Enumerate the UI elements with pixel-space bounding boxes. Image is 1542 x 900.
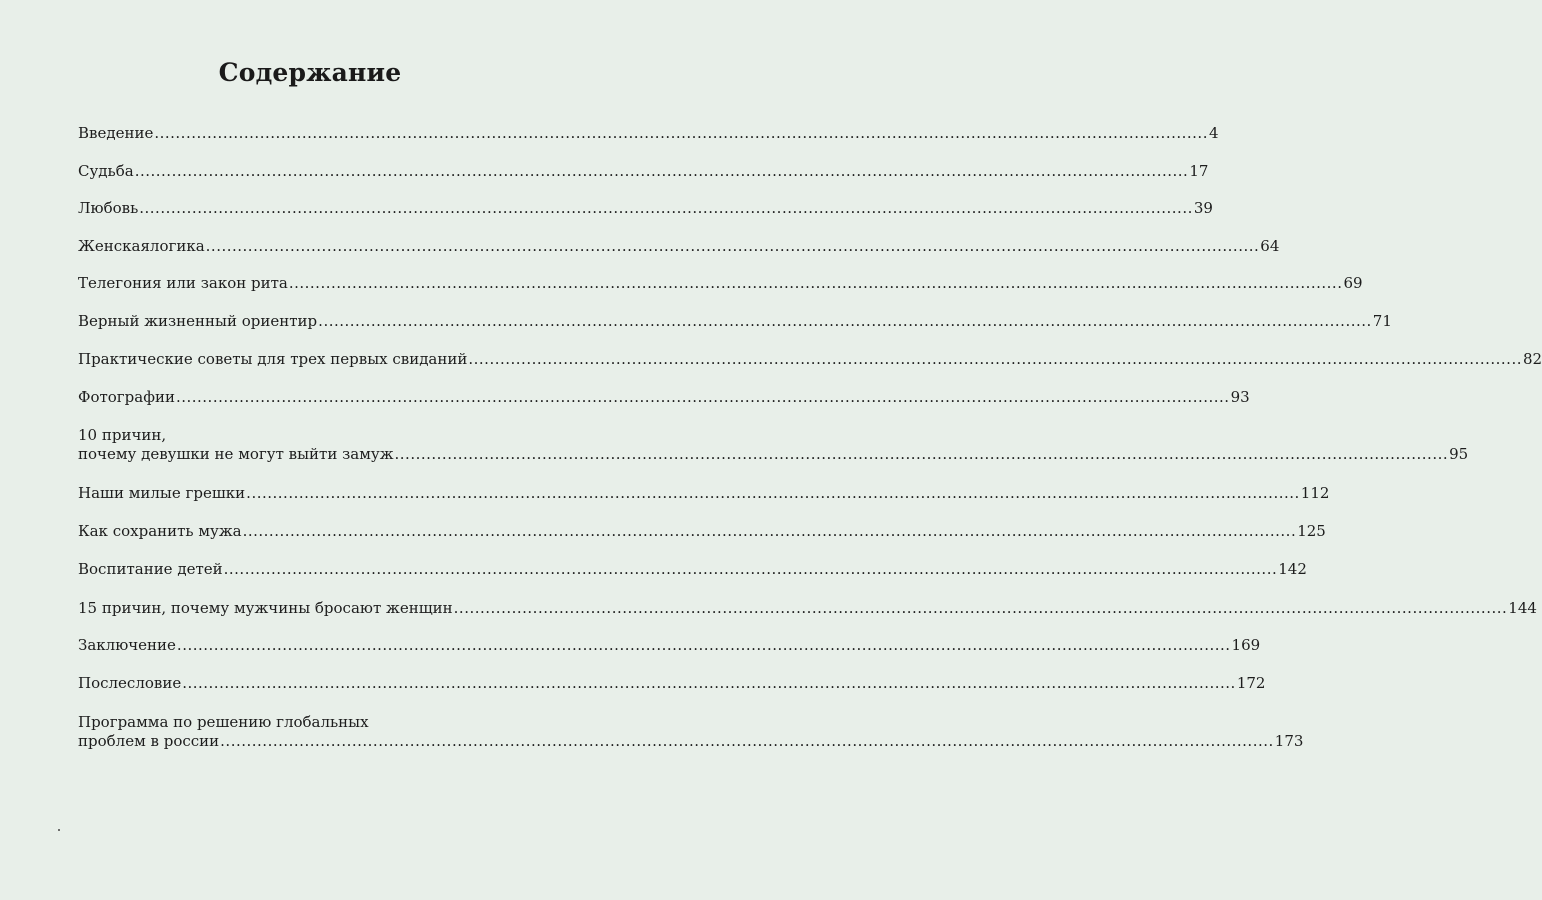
page-title: Содержание bbox=[218, 58, 402, 87]
dot-leader: ........................................................................................................................................................................................................ bbox=[394, 445, 1449, 463]
toc-entry-page-number: 69 bbox=[1343, 274, 1363, 292]
toc-entry[interactable] bbox=[78, 312, 1392, 331]
toc-entry-page-number: 93 bbox=[1230, 388, 1250, 406]
toc-entry-line bbox=[78, 599, 1537, 618]
toc-entry-line bbox=[78, 522, 1326, 541]
dot-leader: ........................................................................................................................................................................................................ bbox=[134, 162, 1189, 180]
toc-entry-line bbox=[78, 274, 1363, 293]
toc-entry-title: Наши милые грешки bbox=[78, 484, 246, 502]
toc-entry-page-number: 112 bbox=[1300, 484, 1330, 502]
toc-entry[interactable] bbox=[78, 484, 1330, 503]
dot-leader: ........................................................................................................................................................................................................ bbox=[139, 199, 1193, 217]
toc-entry-line bbox=[78, 636, 1261, 655]
toc-entry-line bbox=[78, 124, 1219, 143]
toc-entry[interactable] bbox=[78, 713, 1304, 751]
toc-entry[interactable] bbox=[78, 599, 1537, 618]
toc-entry[interactable] bbox=[78, 199, 1213, 218]
toc-entry[interactable] bbox=[78, 522, 1326, 541]
toc-entry[interactable] bbox=[78, 674, 1266, 693]
toc-entry-line bbox=[78, 560, 1307, 579]
toc-entry-title: 15 причин, почему мужчины бросают женщин bbox=[78, 599, 453, 617]
toc-entry-page-number: 39 bbox=[1193, 199, 1213, 217]
toc-entry-title-line: Программа по решению глобальных bbox=[78, 713, 369, 731]
toc-entry-title: Верный жизненный ориентир bbox=[78, 312, 318, 330]
toc-entry[interactable] bbox=[78, 237, 1280, 256]
toc-entry-title: Как сохранить мужа bbox=[78, 522, 242, 540]
toc-entry-line bbox=[78, 350, 1542, 369]
dot-leader: ........................................................................................................................................................................................................ bbox=[182, 674, 1236, 692]
toc-entry[interactable] bbox=[78, 350, 1542, 369]
toc-entry-line bbox=[78, 237, 1280, 256]
dot-leader: ........................................................................................................................................................................................................ bbox=[468, 350, 1522, 368]
toc-entry-line bbox=[78, 162, 1209, 181]
toc-entry-page-number: 64 bbox=[1260, 237, 1280, 255]
dot-leader: ........................................................................................................................................................................................................ bbox=[205, 237, 1260, 255]
dot-leader: ........................................................................................................................................................................................................ bbox=[220, 732, 1274, 750]
toc-entry-line bbox=[78, 388, 1250, 407]
toc-entry-page-number: 144 bbox=[1508, 599, 1537, 617]
toc-entry-title: Фотографии bbox=[78, 388, 175, 406]
page-speck bbox=[58, 829, 60, 831]
toc-entry-page-number: 4 bbox=[1208, 124, 1219, 142]
dot-leader: ........................................................................................................................................................................................................ bbox=[453, 599, 1508, 617]
toc-entry[interactable] bbox=[78, 162, 1209, 181]
toc-entry-page-number: 17 bbox=[1189, 162, 1209, 180]
toc-entry-page-number: 71 bbox=[1372, 312, 1392, 330]
dot-leader: ........................................................................................................................................................................................................ bbox=[154, 124, 1208, 142]
toc-entry[interactable] bbox=[78, 426, 1469, 464]
toc-entry-line bbox=[78, 732, 1304, 751]
toc-entry-title: Введение bbox=[78, 124, 154, 142]
toc-entry-title-line: 10 причин, bbox=[78, 426, 167, 444]
table-of-contents bbox=[78, 124, 1542, 751]
toc-entry-title: Судьба bbox=[78, 162, 134, 180]
toc-entry-page-number: 172 bbox=[1236, 674, 1266, 692]
toc-entry-line bbox=[78, 199, 1213, 218]
dot-leader: ........................................................................................................................................................................................................ bbox=[176, 636, 1231, 654]
toc-entry-title: Воспитание детей bbox=[78, 560, 223, 578]
dot-leader: ........................................................................................................................................................................................................ bbox=[175, 388, 1230, 406]
toc-entry-title: проблем в россии bbox=[78, 732, 220, 750]
toc-entry-title: Заключение bbox=[78, 636, 176, 654]
toc-entry-line bbox=[78, 312, 1392, 331]
toc-entry[interactable] bbox=[78, 636, 1261, 655]
toc-entry-page-number: 82 bbox=[1523, 350, 1542, 368]
toc-entry-page-number: 125 bbox=[1297, 522, 1326, 540]
dot-leader: ........................................................................................................................................................................................................ bbox=[242, 522, 1297, 540]
toc-entry-title: Любовь bbox=[78, 199, 139, 217]
toc-entry-title: Послесловие bbox=[78, 674, 182, 692]
dot-leader: ........................................................................................................................................................................................................ bbox=[246, 484, 1300, 502]
toc-entry[interactable] bbox=[78, 560, 1307, 579]
toc-entry-page-number: 95 bbox=[1449, 445, 1469, 463]
toc-entry-title: Женскаялогика bbox=[78, 237, 205, 255]
toc-entry[interactable] bbox=[78, 124, 1219, 143]
toc-entry-title: почему девушки не могут выйти замуж bbox=[78, 445, 394, 463]
toc-entry-line bbox=[78, 484, 1330, 503]
toc-entry-line bbox=[78, 445, 1469, 464]
toc-entry-title: Телегония или закон рита bbox=[78, 274, 288, 292]
dot-leader: ........................................................................................................................................................................................................ bbox=[288, 274, 1343, 292]
toc-entry-page-number: 169 bbox=[1231, 636, 1261, 654]
toc-entry-line bbox=[78, 674, 1266, 693]
toc-entry-title: Практические советы для трех первых свиданий bbox=[78, 350, 468, 368]
toc-entry-page-number: 142 bbox=[1278, 560, 1307, 578]
toc-entry-page-number: 173 bbox=[1274, 732, 1304, 750]
dot-leader: ........................................................................................................................................................................................................ bbox=[318, 312, 1372, 330]
toc-entry[interactable] bbox=[78, 274, 1363, 293]
dot-leader: ........................................................................................................................................................................................................ bbox=[223, 560, 1278, 578]
toc-entry[interactable] bbox=[78, 388, 1250, 407]
